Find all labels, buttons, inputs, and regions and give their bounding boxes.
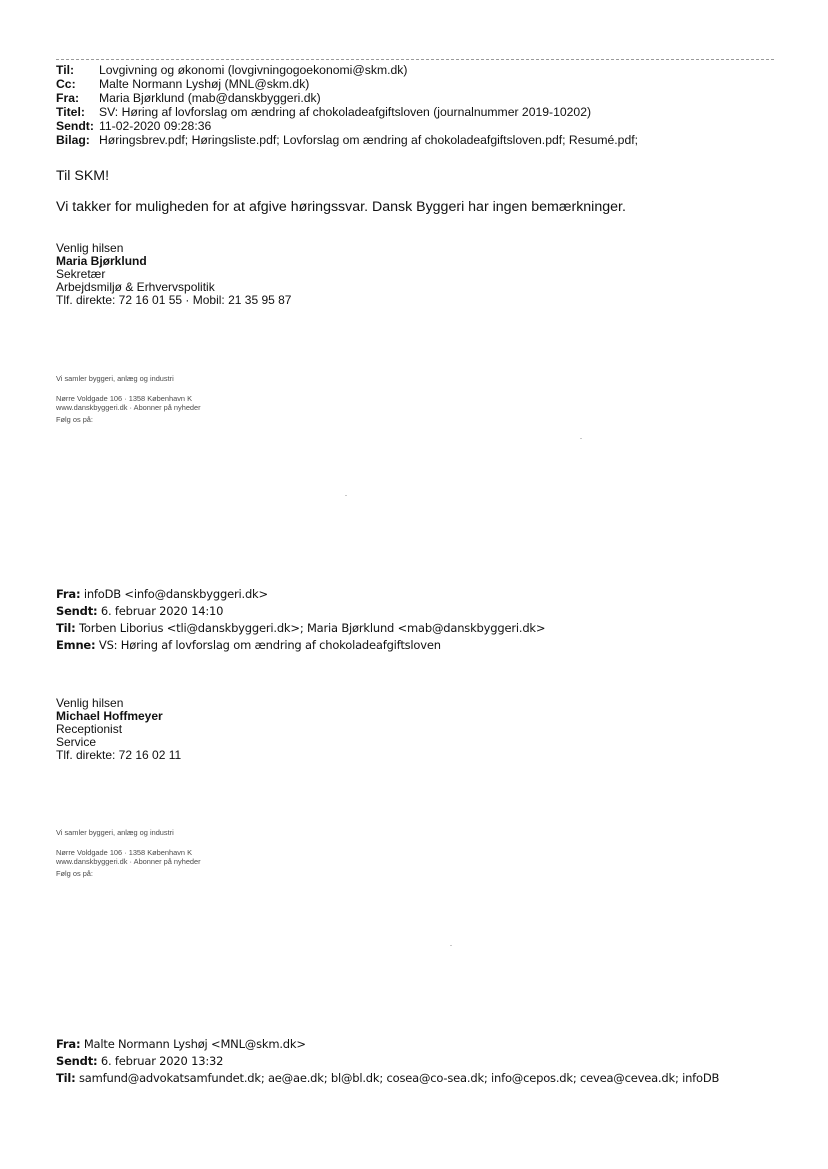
- footer-web-link[interactable]: www.danskbyggeri.dk · Abonner på nyheder: [56, 402, 201, 412]
- header-title-value: SV: Høring af lovforslag om ændring af chokoladeafgiftsloven (journalnummer 2019-10202): [99, 105, 592, 119]
- signature2-role: Receptionist: [56, 722, 123, 736]
- footer-address: Nørre Voldgade 106 · 1358 København K: [56, 394, 192, 403]
- email-header: [56, 63, 638, 147]
- header-sent-value: 11-02-2020 09:28:36: [99, 119, 212, 133]
- greeting: Til SKM!: [56, 168, 110, 184]
- fwd1-to-value: Torben Liborius <tli@danskbyggeri.dk>; Maria Bjørklund <mab@danskbyggeri.dk>: [79, 621, 546, 635]
- signature2-closing: Venlig hilsen: [56, 696, 124, 710]
- footer-contact: [56, 395, 201, 412]
- footer2-slogan: Vi samler byggeri, anlæg og industri: [56, 828, 174, 837]
- signature-phone: Tlf. direkte: 72 16 01 55 · Mobil: 21 35 95 87: [56, 293, 292, 307]
- signature-name: Maria Bjørklund: [56, 254, 147, 268]
- signature-maria: [56, 242, 291, 307]
- fwd2-from-value: Malte Normann Lyshøj <MNL@skm.dk>: [83, 1037, 306, 1051]
- header-cc-value: Malte Normann Lyshøj (MNL@skm.dk): [99, 77, 310, 91]
- message-body: Vi takker for muligheden for at afgive høringssvar. Dansk Byggeri har ingen bemærkninger.: [56, 199, 626, 215]
- fwd2-to: [56, 1070, 719, 1087]
- forwarded-header-infodb: [56, 586, 545, 654]
- footer-slogan: Vi samler byggeri, anlæg og industri: [56, 374, 174, 383]
- fwd1-to-label: Til:: [56, 621, 76, 635]
- footer-follow: Følg os på:: [56, 415, 93, 424]
- fwd1-sent: [56, 603, 545, 620]
- header-from-value: Maria Bjørklund (mab@danskbyggeri.dk): [99, 91, 321, 105]
- header-to-value: Lovgivning og økonomi (lovgivningogoekonomi@skm.dk): [99, 63, 408, 77]
- fwd1-sent-value: 6. februar 2020 14:10: [100, 604, 224, 618]
- scan-speck: [450, 945, 452, 946]
- fwd1-from-label: Fra:: [56, 587, 81, 601]
- fwd1-from: [56, 586, 545, 603]
- footer2-web-link[interactable]: www.danskbyggeri.dk · Abonner på nyheder: [56, 856, 201, 866]
- footer2-address: Nørre Voldgade 106 · 1358 København K: [56, 848, 192, 857]
- fwd1-subject-label: Emne:: [56, 638, 96, 652]
- fwd2-to-label: Til:: [56, 1071, 76, 1085]
- header-cc: [56, 77, 638, 91]
- top-divider: [56, 59, 774, 60]
- header-sent: [56, 119, 638, 133]
- fwd1-subject-value: VS: Høring af lovforslag om ændring af chokoladeafgiftsloven: [98, 638, 441, 652]
- signature2-name: Michael Hoffmeyer: [56, 709, 163, 723]
- scan-speck: [580, 438, 582, 439]
- header-attachments: [56, 133, 638, 147]
- header-cc-label: Cc:: [56, 77, 76, 91]
- fwd1-from-value: infoDB <info@danskbyggeri.dk>: [83, 587, 268, 601]
- header-sent-label: Sendt:: [56, 119, 94, 133]
- signature-role: Sekretær: [56, 267, 106, 281]
- fwd1-to: [56, 620, 545, 637]
- signature2-phone: Tlf. direkte: 72 16 02 11: [56, 748, 182, 762]
- header-title: [56, 105, 638, 119]
- scan-speck: [345, 495, 347, 496]
- header-to: [56, 63, 638, 77]
- fwd2-from: [56, 1036, 719, 1053]
- signature-michael: [56, 697, 181, 762]
- footer2-follow: Følg os på:: [56, 869, 93, 878]
- fwd2-sent-value: 6. februar 2020 13:32: [100, 1054, 224, 1068]
- header-to-label: Til:: [56, 63, 75, 77]
- signature-closing: Venlig hilsen: [56, 241, 124, 255]
- fwd2-sent: [56, 1053, 719, 1070]
- footer2-contact: [56, 849, 201, 866]
- fwd1-subject: [56, 637, 545, 654]
- header-from: [56, 91, 638, 105]
- fwd2-to-value: samfund@advokatsamfundet.dk; ae@ae.dk; bl@bl.dk; cosea@co-sea.dk; info@cepos.dk; cevea@cevea.dk; infoDB: [79, 1071, 720, 1085]
- forwarded-header-skm: [56, 1036, 719, 1087]
- signature2-department: Service: [56, 735, 97, 749]
- header-from-label: Fra:: [56, 91, 80, 105]
- fwd2-sent-label: Sendt:: [56, 1054, 98, 1068]
- signature-department: Arbejdsmiljø & Erhvervspolitik: [56, 280, 215, 294]
- fwd2-from-label: Fra:: [56, 1037, 81, 1051]
- header-attachments-label: Bilag:: [56, 133, 90, 147]
- header-title-label: Titel:: [56, 105, 85, 119]
- fwd1-sent-label: Sendt:: [56, 604, 98, 618]
- header-attachments-value: Høringsbrev.pdf; Høringsliste.pdf; Lovforslag om ændring af chokoladeafgiftsloven.pdf; Resumé.pdf;: [99, 133, 638, 147]
